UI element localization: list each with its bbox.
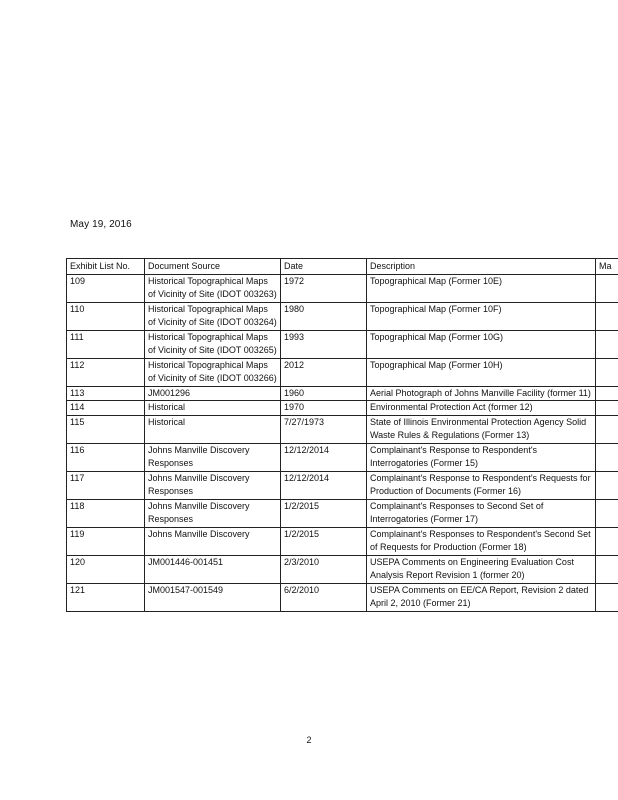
cell-truncated — [596, 443, 618, 471]
cell-date: 1972 — [281, 274, 367, 302]
cell-description: USEPA Comments on EE/CA Report, Revision 2 dated April 2, 2010 (Former 21) — [367, 583, 596, 611]
table-row — [67, 499, 618, 527]
cell-exhibit-no: 118 — [67, 499, 145, 527]
cell-exhibit-no: 114 — [67, 401, 145, 416]
cell-document-source: Historical Topographical Maps of Vicinity of Site (IDOT 003264) — [145, 302, 281, 330]
cell-truncated — [596, 527, 618, 555]
column-header-date: Date — [281, 259, 367, 275]
cell-date: 1970 — [281, 401, 367, 416]
cell-truncated — [596, 358, 618, 386]
cell-truncated — [596, 415, 618, 443]
table-row — [67, 401, 618, 416]
cell-exhibit-no: 110 — [67, 302, 145, 330]
cell-date: 1/2/2015 — [281, 527, 367, 555]
cell-date: 1993 — [281, 330, 367, 358]
cell-truncated — [596, 583, 618, 611]
column-header-truncated: Ma — [596, 259, 618, 275]
cell-document-source: Johns Manville Discovery — [145, 527, 281, 555]
cell-exhibit-no: 117 — [67, 471, 145, 499]
cell-document-source: Johns Manville Discovery Responses — [145, 471, 281, 499]
cell-description: Environmental Protection Act (former 12) — [367, 401, 596, 416]
cell-exhibit-no: 109 — [67, 274, 145, 302]
cell-date: 2/3/2010 — [281, 555, 367, 583]
cell-date: 12/12/2014 — [281, 443, 367, 471]
cell-truncated — [596, 555, 618, 583]
column-header-exhibit-no: Exhibit List No. — [67, 259, 145, 275]
cell-date: 1960 — [281, 386, 367, 401]
table-row — [67, 527, 618, 555]
cell-exhibit-no: 120 — [67, 555, 145, 583]
cell-description: Topographical Map (Former 10F) — [367, 302, 596, 330]
cell-description: Topographical Map (Former 10E) — [367, 274, 596, 302]
cell-exhibit-no: 115 — [67, 415, 145, 443]
table-header-row — [67, 259, 618, 275]
cell-truncated — [596, 499, 618, 527]
cell-truncated — [596, 330, 618, 358]
cell-exhibit-no: 121 — [67, 583, 145, 611]
cell-date: 1/2/2015 — [281, 499, 367, 527]
table-row — [67, 330, 618, 358]
cell-document-source: Johns Manville Discovery Responses — [145, 443, 281, 471]
cell-truncated — [596, 386, 618, 401]
table-row — [67, 583, 618, 611]
cell-document-source: JM001547-001549 — [145, 583, 281, 611]
cell-description: Topographical Map (Former 10G) — [367, 330, 596, 358]
table-row — [67, 386, 618, 401]
column-header-document-source: Document Source — [145, 259, 281, 275]
cell-description: Complainant's Response to Respondent's Requests for Production of Documents (Former 16) — [367, 471, 596, 499]
cell-document-source: Historical Topographical Maps of Vicinity of Site (IDOT 003265) — [145, 330, 281, 358]
cell-description: Topographical Map (Former 10H) — [367, 358, 596, 386]
cell-truncated — [596, 302, 618, 330]
exhibit-table — [66, 258, 618, 612]
column-header-description: Description — [367, 259, 596, 275]
cell-description: Aerial Photograph of Johns Manville Facility (former 11) — [367, 386, 596, 401]
exhibit-table-wrapper — [66, 258, 618, 612]
cell-description: Complainant's Response to Respondent's Interrogatories (Former 15) — [367, 443, 596, 471]
cell-date: 2012 — [281, 358, 367, 386]
cell-document-source: Historical — [145, 401, 281, 416]
cell-document-source: Historical Topographical Maps of Vicinity of Site (IDOT 003266) — [145, 358, 281, 386]
cell-exhibit-no: 112 — [67, 358, 145, 386]
cell-date: 7/27/1973 — [281, 415, 367, 443]
cell-truncated — [596, 471, 618, 499]
table-row — [67, 358, 618, 386]
cell-document-source: Historical Topographical Maps of Vicinity of Site (IDOT 003263) — [145, 274, 281, 302]
cell-description: State of Illinois Environmental Protection Agency Solid Waste Rules & Regulations (Former 13) — [367, 415, 596, 443]
cell-description: Complainant's Responses to Second Set of Interrogatories (Former 17) — [367, 499, 596, 527]
cell-exhibit-no: 111 — [67, 330, 145, 358]
cell-date: 6/2/2010 — [281, 583, 367, 611]
table-row — [67, 555, 618, 583]
table-row — [67, 471, 618, 499]
cell-exhibit-no: 113 — [67, 386, 145, 401]
table-row — [67, 302, 618, 330]
page-number: 2 — [306, 735, 312, 745]
cell-description: Complainant's Responses to Respondent's Second Set of Requests for Production (Former 18) — [367, 527, 596, 555]
cell-date: 1980 — [281, 302, 367, 330]
cell-document-source: JM001296 — [145, 386, 281, 401]
document-date: May 19, 2016 — [70, 219, 132, 230]
cell-truncated — [596, 274, 618, 302]
cell-truncated — [596, 401, 618, 416]
cell-description: USEPA Comments on Engineering Evaluation Cost Analysis Report Revision 1 (former 20) — [367, 555, 596, 583]
table-row — [67, 274, 618, 302]
cell-exhibit-no: 119 — [67, 527, 145, 555]
cell-document-source: JM001446-001451 — [145, 555, 281, 583]
cell-document-source: Johns Manville Discovery Responses — [145, 499, 281, 527]
table-row — [67, 415, 618, 443]
table-row — [67, 443, 618, 471]
cell-exhibit-no: 116 — [67, 443, 145, 471]
cell-document-source: Historical — [145, 415, 281, 443]
cell-date: 12/12/2014 — [281, 471, 367, 499]
